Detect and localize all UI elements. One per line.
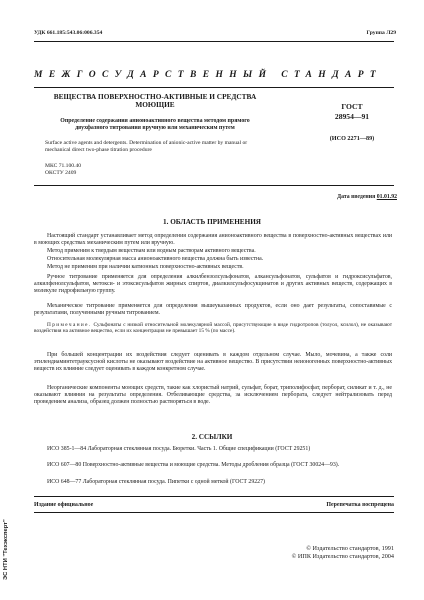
intro-date-value: 01.01.92 [376, 194, 397, 200]
english-title: Surface active agents and detergents. Determination of anionic-active matter by manual or mechanical direct two-phase titration procedure [45, 140, 248, 153]
mks-code: МКС 71.100.40 [45, 163, 82, 169]
classification-codes [45, 163, 81, 177]
copyright-block [220, 545, 394, 561]
reference-item: ИСО 648—77 Лабораторная стеклянная посуда. Пипетки с одной меткой (ГОСТ 29227) [47, 479, 265, 485]
document-subtitle: Определение содержания анионоактивного вещества методом прямого двухфазного титрования вручную или механическим путем [60, 118, 250, 132]
footer-rule-2 [34, 512, 394, 513]
section-1-paragraph: Метод применим к твердым веществам или водным растворам активного вещества. [47, 248, 256, 254]
section-1-heading: 1. ОБЛАСТЬ ПРИМЕНЕНИЯ [163, 218, 261, 226]
reference-item: ИСО 385-1—84 Лабораторная стеклянная посуда. Бюретки. Часть 1. Общие спецификации (ГОСТ 29251) [47, 446, 311, 452]
iso-equivalent: (ИСО 2271—89) [329, 135, 375, 142]
section-1-paragraph: Ручное титрование применяется для определения алкилбензолсульфонатов, алкансульфонатов, сульфатов и гидроксисульфатов, алкилфенолсульфатов, метокси- и этоксисульфатов жирных спиртов, диалкилсульфосукцинатов и других активных веществ, содержащих в молекуле гидрофильную группу. [34, 274, 392, 294]
document-title: ВЕЩЕСТВА ПОВЕРХНОСТНО-АКТИВНЫЕ И СРЕДСТВА МОЮЩИЕ [53, 92, 257, 110]
section-1-note [34, 322, 392, 334]
banner-rule [34, 87, 394, 88]
group-code: Группа Л29 [366, 30, 396, 36]
side-stamp: ЭС НТИ "Техэксперт" [3, 519, 9, 580]
section-2-heading: 2. ССЫЛКИ [191, 433, 233, 441]
header-rule [34, 41, 394, 42]
note-text: Сульфонаты с низкой относительной молекулярной массой, присутствующие в виде гидротропов (толуол, ксилол), не оказывают воздействия на активное вещество, если их концентрация не превышает 15 % (по массе). [34, 322, 393, 335]
section-1-paragraph: Относительная молекулярная масса анионоактивного вещества должна быть известна. [47, 256, 264, 262]
gost-designation [302, 102, 402, 121]
section-1-paragraph: Метод не применим при наличии катионных поверхностно-активных веществ. [47, 264, 244, 270]
okstu-code: ОКСТУ 2409 [45, 170, 77, 176]
intro-date-label: Дата введения [337, 194, 376, 200]
reprint-notice: Перепечатка воспрещена [326, 502, 394, 508]
section-1-paragraph: Неорганические компоненты моющих средств, такие как хлористый натрий, сульфат, борат, триполифосфат, перборат, силикат и т. д., не оказывают влияния на результаты определения. Отбеливающие средства, за исключением пербората, следует нейтрализовать перед проведением анализа, образец должен полностью растворяться в воде. [34, 385, 392, 405]
reference-item: ИСО 607—80 Поверхностно-активные вещества и моющие средства. Методы дробления образца (ГОСТ 30024—93). [47, 462, 340, 468]
gost-label: ГОСТ [341, 102, 363, 111]
standard-banner: МЕЖГОСУДАРСТВЕННЫЙ СТАНДАРТ [34, 70, 383, 80]
title-block-rule [34, 185, 394, 186]
section-1-paragraph: При большей концентрации их воздействия следует оценивать в каждом отдельном случае. Мыло, мочевина, а также соли этилендиаминтетрауксусной кислоты не оказывают воздействие на активное вещество. В присутствии неионогенных поверхностно-активных веществ их влияние следует оценивать в каждом конкретном случае. [34, 352, 392, 372]
section-1-paragraph: Механическое титрование применяется для определения вышеуказанных продуктов, если оно дает результаты, сопоставимые с результатами, полученными ручным титрованием. [34, 303, 392, 316]
introduction-date [250, 194, 397, 200]
footer-rule [34, 496, 394, 497]
copyright-line: © Издательство стандартов, 1991 [306, 545, 394, 552]
section-1-paragraph: Настоящий стандарт устанавливает метод определения содержания анионоактивного вещества в поверхностно-активных веществах или в моющих средствах механическим путем или вручную. [34, 233, 392, 246]
gost-number: 28954—91 [334, 111, 370, 121]
udk-code: УДК 661.185:543.06:006.354 [34, 30, 103, 36]
note-label: Примечание. [47, 322, 92, 328]
copyright-line: © ИПК Издательство стандартов, 2004 [291, 552, 394, 560]
official-edition-label: Издание официальное [34, 502, 94, 508]
